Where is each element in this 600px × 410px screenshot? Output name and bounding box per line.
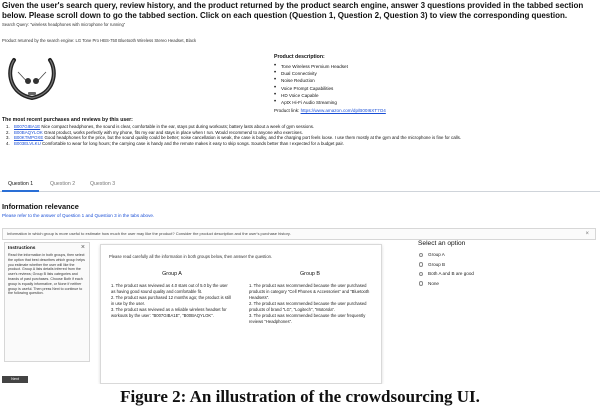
product-description: [274, 54, 474, 113]
purchase-review-text: Comfortable to wear for long hours; the carrying case is handy and the remote makes it easy to skip songs. Sounds better than I expected for a budget pair.: [42, 140, 344, 146]
group-a-title: Group A: [162, 271, 182, 277]
group-b-title: Group B: [299, 271, 321, 277]
purchase-number: 4.: [6, 140, 10, 146]
section-title: Information relevance: [2, 202, 79, 211]
option-label: None: [428, 280, 439, 286]
group-b-item: 1. The product was recommended because the user purchased products in category "Cell Phones & Accessories" and "Bluetooth Headsets".: [249, 283, 370, 300]
product-feature: • Voice Prompt Capabilities: [274, 85, 474, 92]
purchase-product-link[interactable]: B00KTMPOXE: [14, 135, 44, 141]
product-feature: • AptX Hi-Fi Audio Streaming: [274, 99, 474, 106]
tab-question-3[interactable]: Question 3: [90, 181, 116, 187]
task-intro: Given the user's search query, review history, and the product returned by the product search engine, answer 3 questions provided in the tabbed section below. Please scroll down to go the tabbed section. Click on each question (Question 1, Question 2, Question 3) to view the corresponding question.: [2, 1, 584, 20]
option-selector-title: Select an option: [418, 240, 466, 247]
close-icon[interactable]: ×: [585, 231, 589, 237]
question-strip: [2, 228, 596, 240]
group-a-item: 3. The product was reviewed as a reliable wireless headset for workouts by the user: "B007GIBA1E", "B00BAQYLOK".: [111, 307, 227, 318]
purchase-review-text: Great product, works perfectly with my phone, fits my ear and stays in place when I run. Would recommend to anyone who exercises.: [44, 129, 303, 135]
purchase-review-text: Nice compact headphones, the sound is clear, comfortable in the ear, stays put during workouts; battery lasts about a week of gym sessions.: [41, 124, 315, 129]
option-label: Group B: [428, 261, 446, 267]
purchase-item: [6, 141, 596, 147]
product-link[interactable]: https://www.amazon.com/dp/B00I6XT7O4: [300, 108, 386, 114]
group-b-item: 2. The product was recommended because the user purchased products of brand "LG", "Logitech", "Motorola".: [249, 301, 367, 312]
option-label: Group A: [428, 252, 445, 257]
next-button[interactable]: Next: [2, 376, 28, 383]
product-link-label: Product link:: [274, 108, 300, 114]
group-comparison-card: [100, 244, 382, 384]
option-selector: [418, 240, 504, 288]
section-subtitle: Please refer to the answer of Question 1 and Question 3 in the tabs above.: [2, 213, 155, 218]
group-b: [249, 271, 371, 325]
purchase-product-link[interactable]: B00BAQYLOK: [14, 129, 43, 135]
group-a-items: [111, 283, 233, 319]
instructions-body: Read the information in both groups, then select the option that best describes which group helps you estimate whether the user will like the product. Group A lists details inferred from the user's reviews; Group B lists categories and brands of past purchases. Choose Both if each group is equally informative, or None if neither group is useful. Then press Next to continue to the following question.: [8, 253, 85, 296]
radio-icon[interactable]: [419, 272, 423, 276]
group-a: [111, 271, 233, 319]
headset-product-image: [4, 52, 60, 104]
figure-caption: Figure 2: An illustration of the crowdsourcing UI.: [120, 387, 480, 406]
purchase-review-text: Good headphones for the price, but the sound quality could be better; noise cancellation is weak, the case is bulky, and the charging port feels loose. I use them mostly at the gym and the microphone is fine for calls.: [44, 135, 462, 141]
option-none[interactable]: [418, 279, 504, 289]
product-link-row: [274, 108, 474, 113]
question-tab-bar: [0, 176, 600, 192]
product-feature: • HD Voice Capable: [274, 92, 474, 99]
instructions-title: Instructions: [8, 246, 36, 251]
group-b-item: 3. The product was recommended because the user frequently reviews "Headphones".: [249, 313, 366, 324]
purchase-history-list: [6, 124, 596, 146]
purchase-number: 1.: [6, 124, 10, 129]
group-a-item: 1. The product was reviewed as 4.0 stars out of 5.0 by the user as having good sound quality and comfortable fit.: [111, 283, 228, 294]
group-a-item: 2. The product was purchased 12 months ago; the product is still in use by the user.: [111, 295, 231, 306]
close-icon[interactable]: ×: [80, 244, 85, 251]
purchase-number: 2.: [6, 129, 10, 135]
product-feature: • Tone Wireless Premium Headset: [274, 63, 474, 70]
radio-icon[interactable]: [419, 253, 423, 257]
product-feature-list: [274, 63, 474, 106]
option-group-a[interactable]: [418, 250, 504, 260]
radio-icon[interactable]: [419, 262, 423, 266]
tab-question-2[interactable]: Question 2: [50, 181, 76, 187]
product-returned-line: Product returned by the search engine: LG Tone Pro HBS-750 Bluetooth Wireless Stereo Headset, Black: [2, 38, 197, 43]
product-feature: • Dual Connectivity: [274, 70, 474, 77]
instructions-panel: [4, 242, 90, 362]
search-query-line: Search Query: "wireless headphones with microphone for running": [2, 22, 126, 27]
product-feature: • Noise Reduction: [274, 77, 474, 84]
group-b-items: [249, 283, 371, 325]
option-both[interactable]: [418, 269, 504, 279]
purchase-number: 3.: [6, 135, 10, 141]
tab-question-1[interactable]: Question 1: [2, 176, 39, 192]
question-text: Information in which group is more useful to estimate how much the user may like the product? Consider the product description and the user's purchase history.: [7, 231, 291, 236]
purchases-heading: The most recent purchases and reviews by this user:: [2, 117, 133, 123]
product-description-heading: Product description:: [274, 54, 325, 60]
option-group-b[interactable]: [418, 260, 504, 270]
option-label: Both A and B are good: [428, 271, 474, 277]
group-comparison-intro: Please read carefully all the information in both groups below, then answer the question.: [109, 254, 273, 259]
radio-icon[interactable]: [419, 281, 423, 285]
purchase-product-link[interactable]: B007GIBA1E: [14, 124, 41, 129]
purchase-product-link[interactable]: B003ELVLKU: [14, 140, 41, 146]
